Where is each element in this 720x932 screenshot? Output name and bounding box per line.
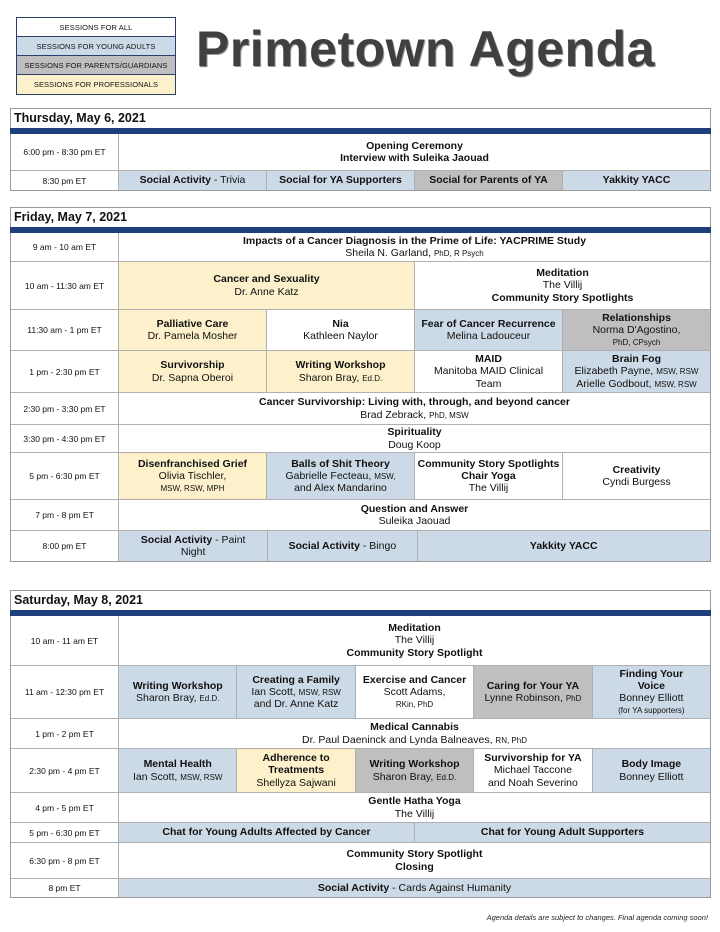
session-line: [469, 482, 509, 494]
session-cell: [119, 719, 710, 748]
session-cell: [414, 823, 710, 842]
session-line: [366, 140, 463, 152]
session-line: [148, 330, 238, 342]
schedule-row: [11, 822, 710, 842]
day-section-thursday-may-6-2021: [10, 108, 711, 191]
session-cell: [414, 453, 562, 499]
schedule-row: [11, 499, 710, 530]
time-slot: 2:30 pm - 3:30 pm ET: [11, 393, 119, 424]
page-title: Primetown Agenda: [196, 21, 655, 77]
session-detail: Dr. Paul Daeninck and Lynda Balneaves,: [302, 733, 496, 746]
session-detail: The Villij: [468, 482, 509, 495]
session-cell: [473, 749, 591, 792]
session-line: [299, 372, 382, 384]
speaker-credentials: MSW, RSW: [298, 687, 341, 697]
session-title: Community Story Spotlight: [346, 848, 483, 861]
legend-item-all: SESSIONS FOR ALL: [17, 18, 175, 37]
session-cell: [266, 171, 414, 190]
session-line: [387, 426, 441, 438]
session-line: [152, 372, 233, 384]
footnote: Agenda details are subject to changes. Final agenda coming soon!: [486, 913, 708, 922]
session-cell: [562, 351, 710, 392]
session-cell: [414, 262, 710, 309]
session-line: [160, 359, 224, 371]
session-detail: Bonney Elliott: [619, 692, 684, 704]
session-line: [340, 152, 489, 164]
session-line: [481, 826, 644, 838]
session-cell: [414, 171, 562, 190]
session-line: [368, 795, 460, 807]
session-cell: [592, 749, 710, 792]
session-title: Community Story Spotlights: [491, 291, 634, 304]
speaker-credentials: PhD: [565, 694, 582, 703]
session-detail: The Villij: [394, 634, 435, 647]
session-line: [618, 704, 684, 716]
time-slot: 9 am - 10 am ET: [11, 233, 119, 261]
session-title: Yakkity YACC: [529, 539, 598, 552]
day-heading: Thursday, May 6, 2021: [10, 108, 711, 128]
session-line: [234, 286, 298, 298]
session-title: Chat for Young Adult Supporters: [480, 826, 645, 839]
session-line: [141, 534, 246, 546]
session-detail: and Dr. Anne Katz: [253, 698, 339, 711]
session-detail: Brad Zebrack,: [360, 408, 430, 421]
day-schedule: [10, 134, 711, 191]
session-title: Writing Workshop: [295, 359, 386, 372]
session-title: Brain Fog: [612, 353, 661, 366]
session-line: [388, 622, 441, 634]
schedule-row: [11, 530, 710, 561]
session-line: [347, 647, 483, 659]
session-cell: [119, 500, 710, 530]
session-title: Fear of Cancer Recurrence: [421, 317, 556, 330]
session-cell: [473, 666, 591, 718]
session-title: Caring for Your YA: [486, 679, 580, 692]
time-slot: 6:30 pm - 8 pm ET: [11, 843, 119, 878]
session-title: Social for YA Supporters: [279, 174, 402, 187]
session-cell: [119, 351, 266, 392]
time-slot: 10 am - 11 am ET: [11, 616, 119, 665]
session-title: Closing: [395, 860, 434, 873]
speaker-credentials: MSW,: [374, 471, 396, 481]
session-detail: and Noah Severino: [487, 776, 578, 789]
session-title: Interview with Suleika Jaouad: [340, 152, 489, 164]
session-title: Writing Workshop: [369, 758, 460, 771]
session-line: [289, 540, 397, 552]
session-cell: [355, 749, 473, 792]
session-title: Mental Health: [143, 758, 212, 771]
session-line: [370, 758, 460, 770]
session-title: Social Activity: [140, 533, 213, 546]
day-schedule: [10, 616, 711, 898]
session-cell: [119, 425, 710, 452]
session-title: Social Activity: [288, 539, 360, 552]
session-line: [603, 174, 671, 186]
session-line: [447, 330, 530, 342]
session-line: [379, 515, 451, 527]
session-line: [256, 777, 335, 789]
session-detail: Norma D'Agostino,: [592, 323, 681, 336]
session-detail: Kathleen Naylor: [303, 330, 378, 342]
session-detail: Sharon Bray,: [135, 692, 200, 704]
session-line: [303, 330, 378, 342]
session-cell: [417, 531, 711, 561]
session-title: Medical Cannabis: [370, 721, 459, 734]
session-title: Opening Ceremony: [366, 139, 463, 152]
session-line: [536, 267, 589, 279]
time-slot: 11 am - 12:30 pm ET: [11, 666, 119, 718]
session-detail: Shellyza Sajwani: [256, 776, 336, 789]
session-detail: Cyndi Burgess: [602, 476, 671, 488]
speaker-credentials: PhD, CPsych: [612, 338, 661, 348]
session-line: [285, 470, 395, 482]
session-detail: Sheila N. Garland,: [345, 247, 434, 259]
day-heading: Friday, May 7, 2021: [10, 207, 711, 227]
session-detail: Lynne Robinson,: [484, 692, 566, 704]
session-detail: - Cards Against Humanity: [389, 881, 512, 894]
session-title: Cancer Survivorship: Living with, through, and beyond cancer: [259, 396, 570, 409]
session-line: [475, 353, 502, 365]
legend-item-parents-guardians: SESSIONS FOR PARENTS/GUARDIANS: [17, 56, 175, 75]
session-title: Social Activity: [317, 881, 390, 894]
session-detail: Arielle Godbout,: [576, 377, 655, 390]
session-line: [251, 686, 341, 698]
day-section-saturday-may-8-2021: [10, 590, 711, 898]
session-title: Adherence to: [262, 752, 330, 765]
session-line: [613, 464, 661, 476]
speaker-credentials: RN, PhD: [495, 735, 527, 745]
session-cell: [119, 262, 414, 309]
session-cell: [562, 310, 710, 350]
session-detail: Gabrielle Fecteau,: [285, 469, 375, 482]
session-title: Finding Your: [619, 667, 684, 680]
session-cell: [592, 666, 710, 718]
session-line: [373, 771, 456, 783]
time-slot: 4 pm - 5 pm ET: [11, 793, 119, 822]
session-line: [252, 674, 340, 686]
time-slot: 2:30 pm - 4 pm ET: [11, 749, 119, 792]
session-detail: Manitoba MAID Clinical: [433, 365, 544, 378]
session-line: [157, 318, 229, 330]
session-cell: [266, 310, 414, 350]
session-cell: [562, 171, 710, 190]
session-line: [259, 396, 570, 408]
session-line: [360, 409, 468, 421]
day-schedule: [10, 233, 711, 562]
session-line: [543, 279, 583, 291]
session-title: Impacts of a Cancer Diagnosis in the Prime of Life: YACPRIME Study: [242, 234, 587, 247]
session-line: [487, 680, 579, 692]
session-title: Treatments: [268, 764, 325, 777]
schedule-row: [11, 261, 710, 309]
legend-item-professionals: SESSIONS FOR PROFESSIONALS: [17, 75, 175, 94]
session-title: Yakkity YACC: [602, 174, 671, 187]
session-title: Exercise and Cancer: [362, 673, 467, 686]
session-cell: [414, 310, 562, 350]
session-line: [384, 686, 446, 698]
session-detail: Doug Koop: [388, 438, 441, 451]
session-cell: [119, 793, 710, 822]
speaker-credentials: MSW, RSW: [654, 379, 697, 389]
session-cell: [266, 453, 414, 499]
legend: [16, 17, 176, 95]
session-line: [136, 692, 219, 704]
speaker-credentials: MSW, RSW, MPH: [160, 484, 225, 494]
session-cell: [236, 666, 354, 718]
session-line: [254, 698, 339, 710]
session-line: [396, 698, 433, 710]
session-cell: [119, 616, 710, 665]
session-title: Relationships: [602, 311, 671, 324]
speaker-credentials: RKin, PhD: [395, 700, 434, 710]
session-line: [484, 752, 581, 764]
session-line: [140, 174, 246, 186]
session-line: [161, 482, 225, 494]
session-line: [144, 758, 212, 770]
time-slot: 10 am - 11:30 am ET: [11, 262, 119, 309]
speaker-credentials: Ed.D.: [199, 694, 220, 703]
session-cell: [119, 453, 266, 499]
schedule-row: [11, 134, 710, 170]
session-detail: Scott Adams,: [383, 685, 446, 698]
session-detail: Dr. Sapna Oberoi: [151, 371, 234, 384]
session-detail: Dr. Pamela Mosher: [147, 330, 238, 342]
session-line: [418, 458, 560, 470]
session-detail: Bonney Elliott: [619, 770, 684, 783]
session-title: Survivorship for YA: [484, 752, 582, 765]
session-line: [213, 273, 319, 285]
speaker-credentials: Ed.D.: [362, 373, 383, 383]
session-line: [318, 882, 511, 894]
session-line: [302, 734, 527, 746]
session-line: [395, 634, 435, 646]
session-title: Disenfranchised Grief: [137, 457, 248, 470]
session-note: (for YA supporters): [618, 706, 685, 716]
session-detail: - Bingo: [359, 539, 397, 552]
schedule-row: [11, 233, 710, 261]
session-line: [434, 365, 543, 377]
session-detail: - Trivia: [210, 174, 246, 187]
session-line: [461, 470, 515, 482]
session-detail: Ian Scott,: [132, 770, 181, 783]
session-line: [395, 808, 435, 820]
session-detail: The Villij: [542, 279, 583, 292]
session-line: [619, 771, 683, 783]
time-slot: 8:00 pm ET: [11, 531, 119, 561]
schedule-row: [11, 452, 710, 499]
time-slot: 5 pm - 6:30 pm ET: [11, 823, 119, 842]
session-detail: Olivia Tischler,: [158, 469, 227, 482]
time-slot: 1 pm - 2 pm ET: [11, 719, 119, 748]
session-cell: [355, 666, 473, 718]
day-section-friday-may-7-2021: [10, 207, 711, 562]
session-detail: Suleika Jaouad: [378, 515, 451, 527]
session-cell: [119, 233, 710, 261]
session-cell: [119, 393, 710, 424]
time-slot: 8:30 pm ET: [11, 171, 119, 190]
session-line: [576, 378, 696, 390]
session-line: [138, 458, 247, 470]
session-line: [421, 318, 555, 330]
session-line: [638, 680, 665, 692]
session-line: [294, 482, 387, 494]
session-title: Community Story Spotlights: [417, 457, 560, 470]
session-line: [395, 861, 434, 873]
session-line: [133, 680, 223, 692]
session-line: [363, 674, 466, 686]
session-detail: Ian Scott,: [251, 685, 299, 698]
session-detail: - Paint: [212, 533, 246, 546]
session-line: [243, 235, 586, 247]
session-line: [181, 546, 206, 558]
session-line: [345, 247, 484, 259]
session-cell: [119, 310, 266, 350]
session-title: Writing Workshop: [132, 679, 223, 692]
session-line: [133, 771, 223, 783]
session-title: Palliative Care: [156, 317, 229, 330]
session-line: [295, 359, 385, 371]
session-cell: [119, 666, 236, 718]
session-line: [488, 777, 578, 789]
session-line: [347, 848, 483, 860]
schedule-row: [11, 309, 710, 350]
schedule-row: [11, 718, 710, 748]
session-line: [429, 174, 547, 186]
schedule-row: [11, 665, 710, 718]
speaker-credentials: MSW, RSW: [180, 772, 223, 782]
time-slot: 5 pm - 6:30 pm ET: [11, 453, 119, 499]
session-detail: Sharon Bray,: [372, 770, 437, 783]
session-title: Survivorship: [160, 359, 225, 372]
schedule-row: [11, 792, 710, 822]
session-line: [263, 752, 330, 764]
schedule-row: [11, 748, 710, 792]
session-detail: The Villij: [394, 807, 435, 820]
session-title: Cancer and Sexuality: [213, 273, 320, 286]
session-line: [602, 312, 671, 324]
session-detail: Dr. Anne Katz: [234, 285, 299, 298]
session-title: Creativity: [612, 463, 661, 476]
session-cell: [414, 351, 562, 392]
session-line: [291, 458, 390, 470]
session-detail: Night: [180, 546, 206, 558]
session-line: [622, 758, 682, 770]
session-title: Balls of Shit Theory: [291, 457, 390, 470]
session-line: [575, 365, 699, 377]
session-cell: [562, 453, 710, 499]
session-title: Question and Answer: [360, 502, 469, 515]
time-slot: 3:30 pm - 4:30 pm ET: [11, 425, 119, 452]
session-line: [476, 378, 502, 390]
session-line: [332, 318, 348, 330]
session-detail: Sharon Bray,: [298, 371, 363, 384]
session-cell: [119, 749, 236, 792]
speaker-credentials: PhD, R Psych: [433, 249, 484, 258]
session-line: [619, 692, 683, 704]
session-line: [492, 292, 634, 304]
session-cell: [266, 351, 414, 392]
session-cell: [119, 171, 266, 190]
session-line: [162, 826, 370, 838]
time-slot: 6:00 pm - 8:30 pm ET: [11, 134, 119, 170]
time-slot: 1 pm - 2:30 pm ET: [11, 351, 119, 392]
session-line: [388, 439, 441, 451]
session-line: [602, 476, 670, 488]
session-cell: [119, 531, 267, 561]
session-line: [530, 540, 598, 552]
schedule-row: [11, 170, 710, 190]
session-detail: Michael Taccone: [493, 764, 572, 777]
session-title: Chair Yoga: [461, 469, 516, 482]
session-line: [619, 668, 683, 680]
session-line: [613, 336, 661, 348]
session-title: MAID: [475, 353, 502, 366]
session-title: Social Activity: [139, 174, 211, 187]
schedule-row: [11, 616, 710, 665]
session-cell: [119, 879, 710, 897]
session-title: Gentle Hatha Yoga: [368, 795, 461, 808]
schedule-row: [11, 350, 710, 392]
session-title: Nia: [332, 317, 349, 330]
session-title: Social for Parents of YA: [429, 174, 548, 187]
schedule-row: [11, 878, 710, 897]
session-title: Creating a Family: [252, 673, 340, 686]
session-cell: [236, 749, 354, 792]
session-detail: Melina Ladouceur: [446, 330, 531, 342]
speaker-credentials: MSW, RSW: [656, 367, 699, 377]
session-line: [268, 764, 324, 776]
session-cell: [267, 531, 416, 561]
speaker-credentials: PhD, MSW: [429, 410, 469, 420]
session-title: Spirituality: [387, 426, 442, 439]
session-title: Chat for Young Adults Affected by Cancer: [162, 826, 371, 839]
session-title: Body Image: [621, 758, 682, 771]
time-slot: 8 pm ET: [11, 879, 119, 897]
session-title: Meditation: [388, 622, 441, 635]
session-title: Voice: [637, 679, 665, 692]
session-line: [494, 764, 572, 776]
session-cell: [119, 823, 414, 842]
session-line: [593, 324, 681, 336]
session-title: Meditation: [536, 267, 589, 280]
session-line: [484, 692, 581, 704]
schedule-row: [11, 424, 710, 452]
session-line: [612, 353, 661, 365]
schedule-row: [11, 842, 710, 878]
session-detail: Team: [475, 377, 502, 390]
session-line: [279, 174, 402, 186]
session-detail: and Alex Mandarino: [294, 482, 387, 495]
session-cell: [119, 134, 710, 170]
session-line: [370, 721, 459, 733]
session-title: Community Story Spotlight: [346, 646, 483, 659]
schedule-row: [11, 392, 710, 424]
session-line: [361, 503, 469, 515]
session-detail: Elizabeth Payne,: [574, 365, 657, 378]
time-slot: 7 pm - 8 pm ET: [11, 500, 119, 530]
legend-item-young-adults: SESSIONS FOR YOUNG ADULTS: [17, 37, 175, 56]
day-heading: Saturday, May 8, 2021: [10, 590, 711, 610]
session-cell: [119, 843, 710, 878]
time-slot: 11:30 am - 1 pm ET: [11, 310, 119, 350]
session-line: [159, 470, 227, 482]
speaker-credentials: Ed.D.: [436, 772, 457, 782]
